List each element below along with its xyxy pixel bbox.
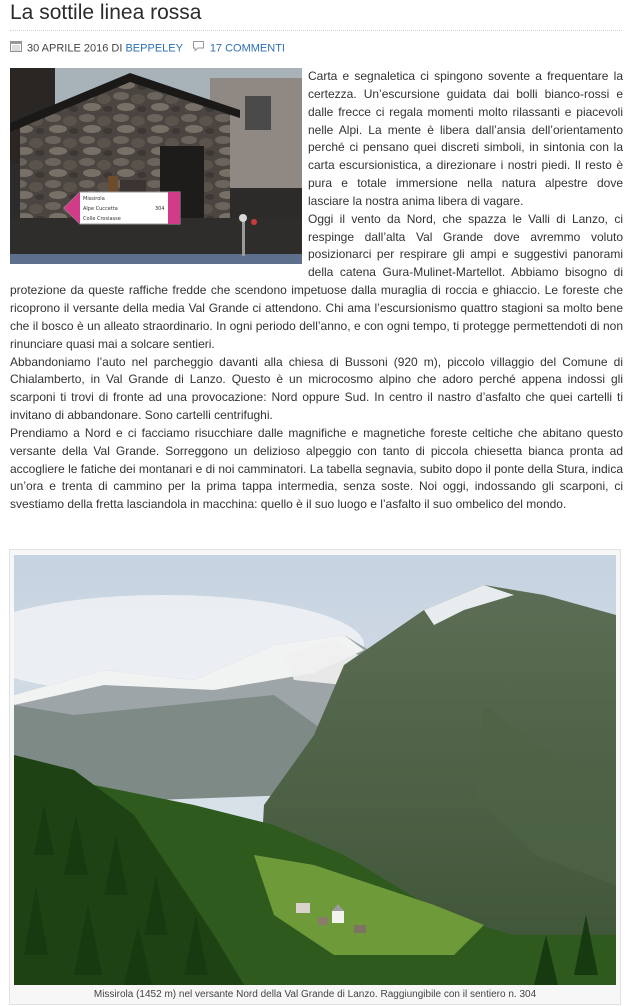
post-author-link[interactable]: BEPPELEY — [125, 42, 183, 55]
calendar-icon — [10, 40, 22, 57]
article-body — [10, 68, 623, 514]
comments-link[interactable]: 17 COMMENTI — [209, 42, 285, 55]
article-paragraph-4: Prendiamo a Nord e ci facciamo risucchiare dalle magnifiche e magnetiche foreste celtiche che abitano questo versante della Val Grande. Sorreggono un delizioso alpeggio con tanto di piccola chiesetta bianca pronta ad accogliere le fatiche dei montanari e di noi camminatori. La tabella segnavia, subito dopo il ponte della Stura, indica un’ora e trenta di cammino per la prima tappa intermedia, senza soste. Noi oggi, indossando gli scarponi, ci svestiamo della fretta lasciandola in macchina: quello è il suo luogo e l’asfalto il suo ombelico del mondo. — [10, 425, 623, 512]
title-divider — [10, 30, 622, 31]
sign-line-3: Colle Crosiasse — [83, 216, 121, 222]
article-paragraph-1: Carta e segnaletica ci spingono sovente a frequentare la certezza. Un’escursione guidata dai bolli bianco-rossi e dalle frecce ci regala momenti molto rilassanti e piacevoli nelle Alpi. La mente è libera dall’ansia dell’orientamento perché ci pensano quei discreti simboli, in sintonia con la carta escursionistica, a direzionare i nostri piedi. Il resto è pura e totale immersione nella natura alpestre dove lasciare la nostra anima libera di vagare. — [308, 69, 623, 208]
figure-caption: Missirola (1452 m) nel versante Nord della Val Grande di Lanzo. Raggiungibile con il sentiero n. 304 — [93, 989, 537, 1000]
post-meta — [10, 40, 285, 56]
val-grande-photo — [14, 555, 616, 985]
sign-number: 304 — [155, 206, 165, 212]
landscape-figure — [9, 549, 621, 1005]
post-title[interactable]: La sottile linea rossa — [10, 1, 202, 24]
post-by: DI — [111, 42, 123, 55]
comment-icon — [192, 40, 205, 57]
sign-line-1: Missirola — [83, 196, 105, 202]
post-date: 30 APRILE 2016 — [27, 42, 109, 55]
sign-line-2: Alpe Cuccetta — [83, 206, 118, 212]
article-paragraph-3: Abbandoniamo l’auto nel parcheggio davanti alla chiesa di Bussoni (920 m), piccolo villaggio del Comune di Chialamberto, in Val Grande di Lanzo. Questo è un microcosmo alpino che adoro perché appena indossi gli scarponi ti trovi di fronte ad una provocazione: Nord oppure Sud. In centro il nastro d’asfalto che quei cartelli ti invitano di abbandonare. Sono cartelli centrifughi. — [10, 354, 623, 423]
article-paragraph-2: Oggi il vento da Nord, che spazza le Valli di Lanzo, ci respinge dall’alta Val Grande dove avremmo voluto posizionarci per respirare gli ampi e suggestivi panorami della catena Gura-Mulinet-Martellot. Abbiamo bisogno di protezione da queste raffiche fredde che scendono impetuose dalla muraglia di roccia e ghiaccio. Le foreste che ricoprono il versante della media Val Grande ci attendono. Chi ama l’escursionismo quattro stagioni sa molto bene che il bosco è un alleato straordinario. In ogni periodo dell’anno, e con ogni tempo, ti protegge permettendoti di non rinunciare quasi mai a solcare sentieri. — [10, 211, 623, 351]
